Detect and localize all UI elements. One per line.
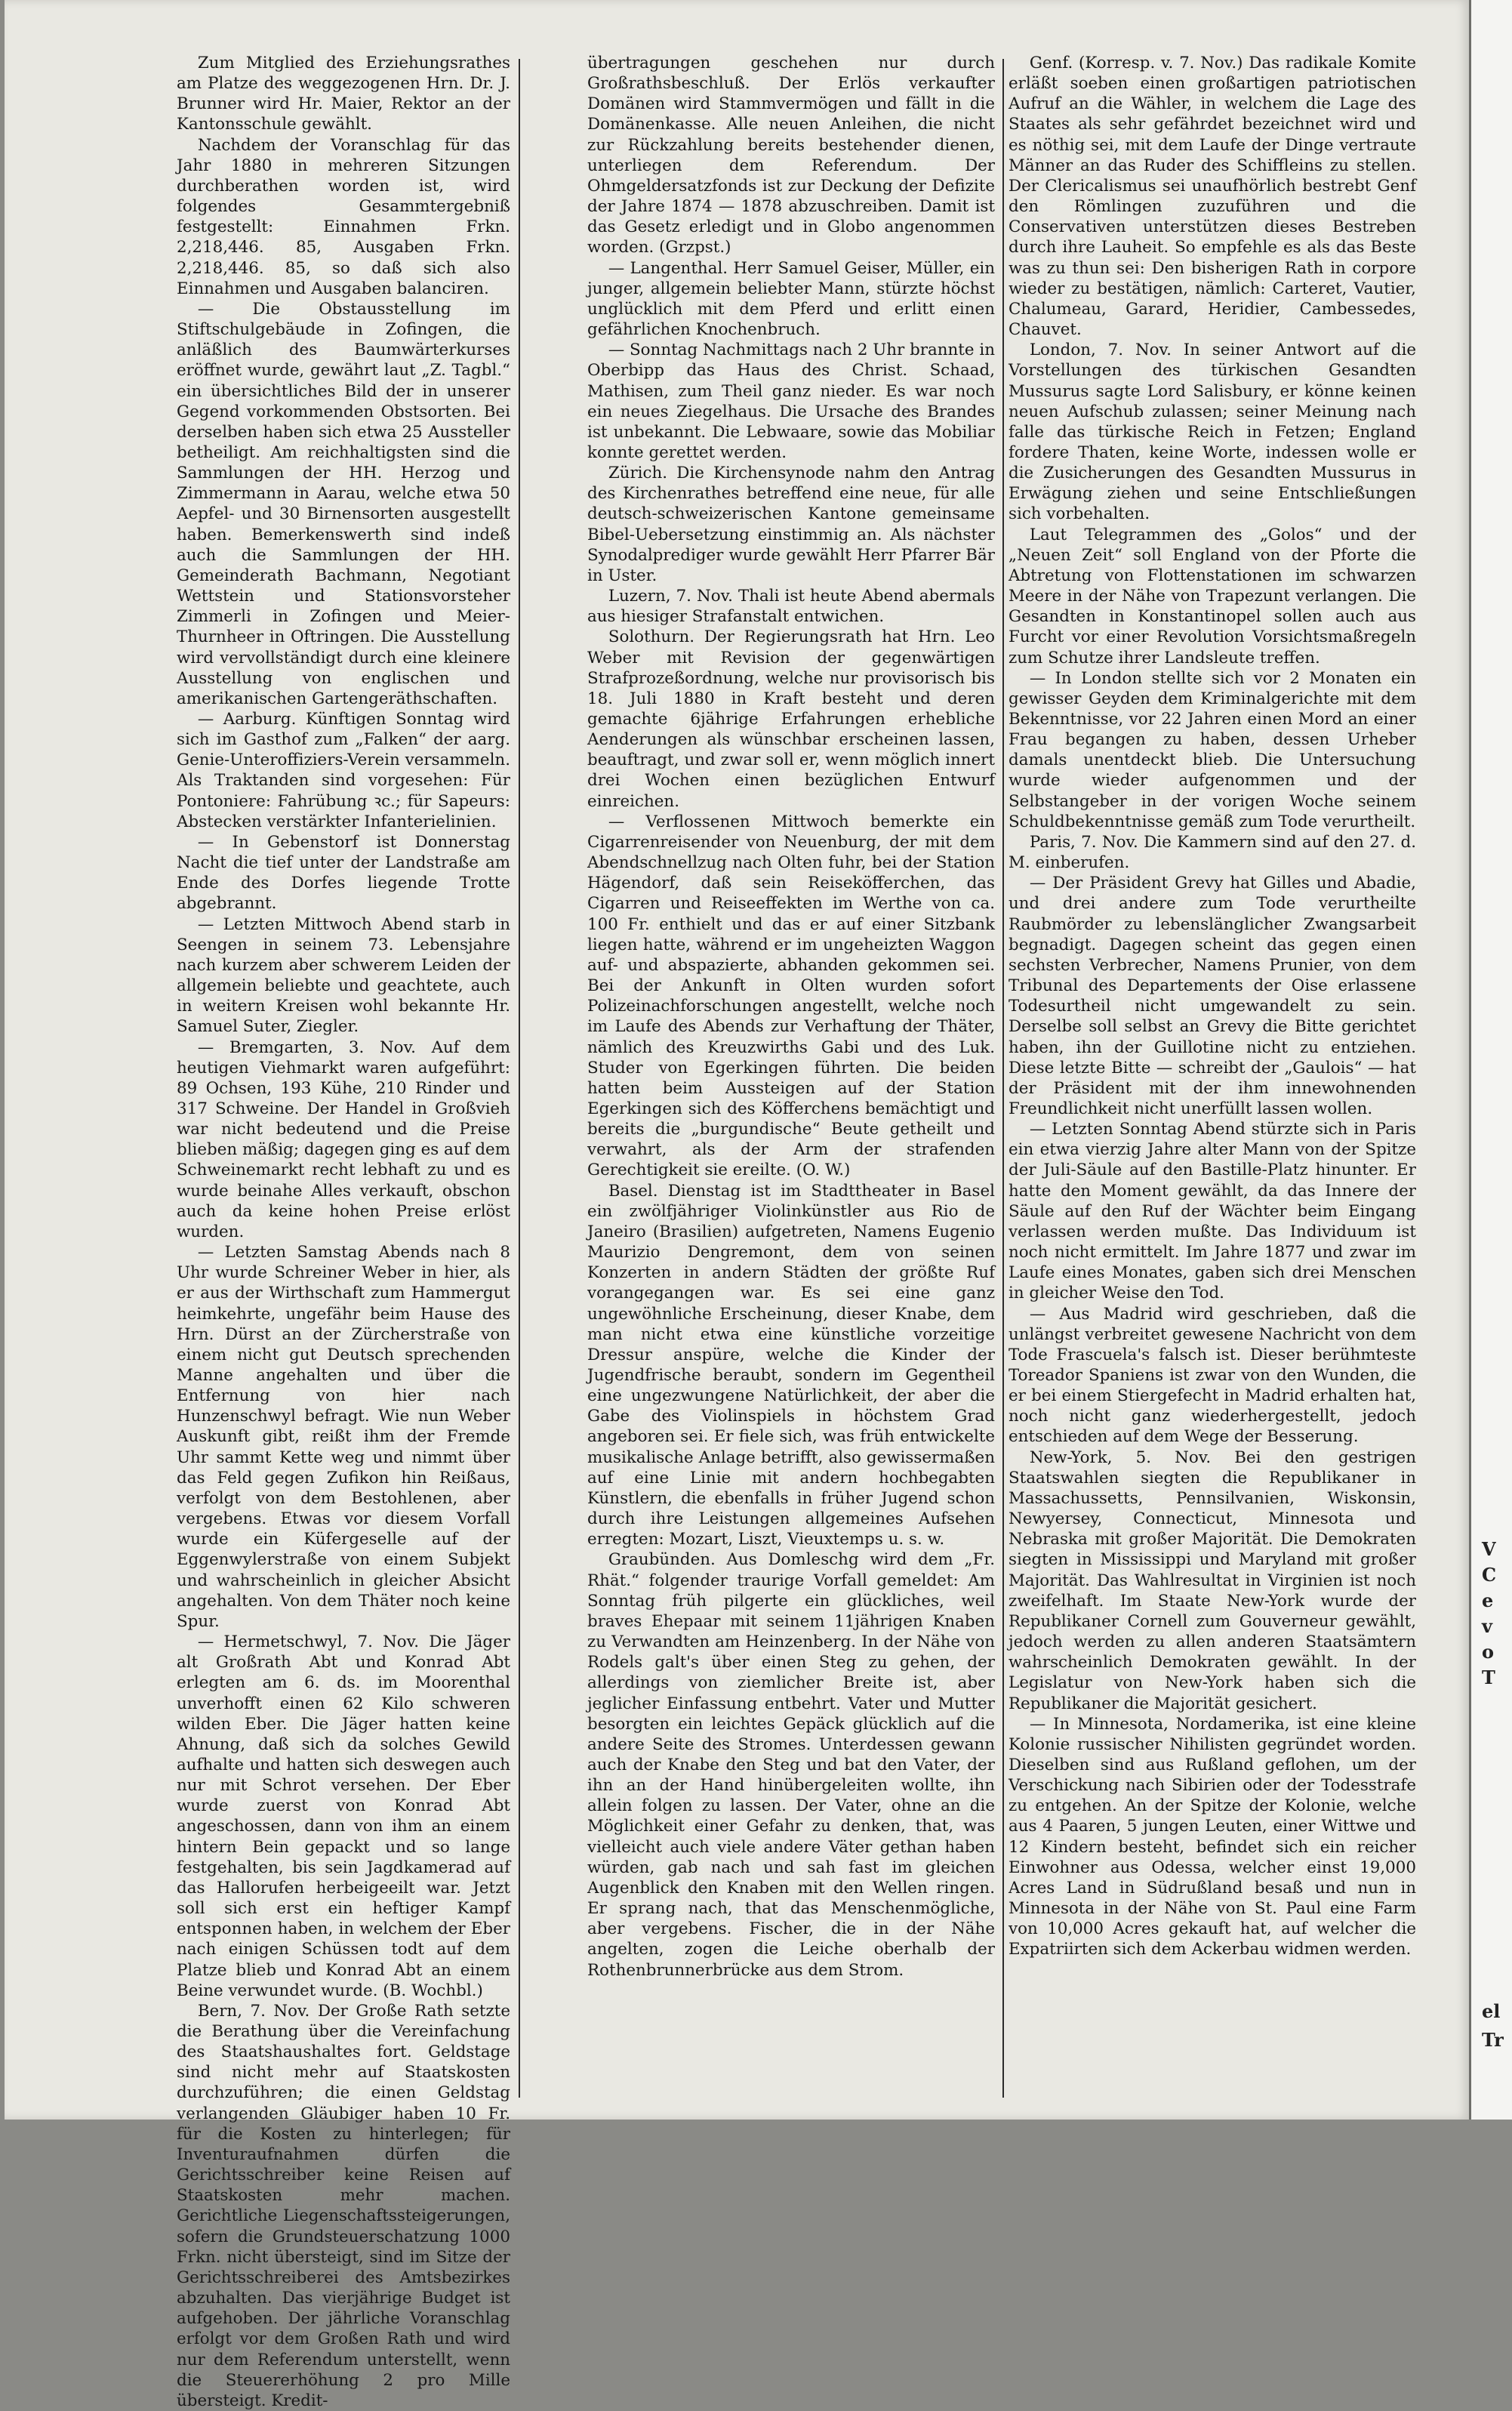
column-rule	[1002, 59, 1004, 2098]
article-paragraph: — Letzten Mittwoch Abend starb in Seengen in seinem 73. Lebensjahre nach kurzem aber schwerem Leiden der allgemein beliebte und geachtete, auch in weitern Kreisen wohl bekannte Hr. Samuel Suter, Ziegler.	[177, 914, 510, 1037]
article-paragraph: — In Gebenstorf ist Donnerstag Nacht die tief unter der Landstraße am Ende des Dorfes liegende Trotte abgebrannt.	[177, 832, 510, 914]
edge-fragment: T	[1482, 1666, 1495, 1688]
article-paragraph: — Der Präsident Grevy hat Gilles und Abadie, und drei andere zum Tode verurtheilte Raubmörder zu lebenslänglicher Zwangsarbeit begnadigt. Dagegen scheint das gegen einen sechsten Verbrecher, Namens Prunier, von dem Tribunal des Departements der Oise erlassene Todesurtheil nicht umgewandelt zu sein. Derselbe soll selbst an Grevy die Bitte gerichtet haben, ihn der Guillotine nicht zu entziehen. Diese letzte Bitte — schreibt der „Gaulois“ — hat der Präsident mit der ihm innewohnenden Freundlichkeit nicht unerfüllt lassen wollen.	[1009, 874, 1416, 1118]
article-paragraph: Graubünden. Aus Domleschg wird dem „Fr. Rhät.“ folgender traurige Vorfall gemeldet: Am Sonntag früh pilgerte ein glückliches, weil braves Ehepaar mit seinem 11jährigen Knaben zu Verwandten am Heinzenberg. In der Nähe von Rodels galt's über einen Steg zu gehen, der allerdings von ziemlicher Breite ist, aber jeglicher Einfassung entbehrt. Vater und Mutter besorgten ein leichtes Gepäck glücklich auf die andere Seite des Stromes. Unterdessen gewann auch der Knabe den Steg und bat den Vater, der ihn an der Hand hinübergeleiten wollte, ihn allein folgen zu lassen. Der Vater, ohne an die Möglichkeit einer Gefahr zu denken, that, was vielleicht auch viele andere Väter gethan haben würden, gab nach und sah fast im gleichen Augenblick den Knaben mit den Wellen ringen. Er sprang nach, that das Menschenmögliche, aber vergebens. Fischer, die in der Nähe angelten, zogen die Leiche oberhalb der Rothenbrunnerbrücke aus dem Strom.	[587, 1550, 995, 1980]
edge-fragment: el	[1482, 2000, 1501, 2022]
article-paragraph: Nachdem der Voranschlag für das Jahr 1880 in mehreren Sitzungen durchberathen worden ist, wird folgendes Gesammtergebniß festgestellt: Einnahmen Frkn. 2,218,446. 85, Ausgaben Frkn. 2,218,446. 85, so daß sich also Einnahmen und Ausgaben balanciren.	[177, 135, 510, 298]
column-middle	[587, 53, 995, 2114]
article-paragraph: Laut Telegrammen des „Golos“ und der „Neuen Zeit“ soll England von der Pforte die Abtretung von Flottenstationen im schwarzen Meere in der Nähe von Trapezunt verlangen. Die Gesandten in Konstantinopel sollen auch aus Furcht vor einer Revolution Vorsichtsmaßregeln zum Schutze ihrer Landsleute treffen.	[1009, 525, 1416, 667]
article-paragraph: — In London stellte sich vor 2 Monaten ein gewisser Geyden dem Kriminalgerichte mit dem Bekenntnisse, vor 22 Jahren einen Mord an einer Frau begangen zu haben, dessen Urheber damals unentdeckt blieb. Die Untersuchung wurde wieder aufgenommen und der Selbstangeber in der vorigen Woche seinem Schuldbekenntnisse gemäß zum Tode verurtheilt.	[1009, 668, 1416, 831]
column-right	[1009, 53, 1416, 2114]
edge-fragment: v	[1482, 1615, 1492, 1637]
article-paragraph: Solothurn. Der Regierungsrath hat Hrn. Leo Weber mit Revision der gegenwärtigen Strafprozeßordnung, welche nur provisorisch bis 18. Juli 1880 in Kraft besteht und deren gemachte 6jährige Erfahrungen erhebliche Aenderungen als wünschbar erscheinen lassen, beauftragt, und zwar soll er, wenn möglich innert drei Wochen einen bezüglichen Entwurf einreichen.	[587, 627, 995, 811]
article-paragraph: — Sonntag Nachmittags nach 2 Uhr brannte in Oberbipp das Haus des Christ. Schaad, Mathisen, zum Theil ganz nieder. Es war noch ein neues Ziegelhaus. Die Ursache des Brandes ist unbekannt. Die Lebwaare, sowie das Mobiliar konnte gerettet werden.	[587, 341, 995, 462]
column-rule	[519, 59, 520, 2098]
edge-fragment: e	[1482, 1589, 1494, 1611]
article-paragraph: — Letzten Sonntag Abend stürzte sich in Paris ein etwa vierzig Jahre alter Mann von der Spitze der Juli-Säule auf den Bastille-Platz hinunter. Er hatte den Moment gewählt, da das Innere der Säule auf den Ruf der Wächter beim Eingang verlassen werden mußte. Das Individuum ist noch nicht ermittelt. Im Jahre 1877 und zwar im Laufe eines Monates, gaben sich drei Menschen in gleicher Weise den Tod.	[1009, 1120, 1416, 1303]
article-paragraph: London, 7. Nov. In seiner Antwort auf die Vorstellungen des türkischen Gesandten Mussurus sagte Lord Salisbury, er könne keinen neuen Aufschub zulassen; seiner Meinung nach falle das türkische Reich in Fetzen; England fordere Thaten, keine Worte, indessen wolle er die Zusicherungen des Gesandten Mussurus in Erwägung ziehen und seine Entschließungen sich vorbehalten.	[1009, 341, 1416, 524]
article-paragraph: Basel. Dienstag ist im Stadttheater in Basel ein zwölfjähriger Violinkünstler aus Rio de Janeiro (Brasilien) aufgetreten, Namens Eugenio Maurizio Dengremont, dem von seinen Konzerten in andern Städten der größte Ruf vorangegangen war. Es sei eine ganz ungewöhnliche Erscheinung, dieser Knabe, dem man nicht etwa eine künstliche vorzeitige Dressur anspüre, welche die Kinder der Jugendfrische beraubt, sondern im Gegentheil eine ungezwungene Natürlichkeit, der aber die Gabe des Violinspiels in höchstem Grad angeboren sei. Er fiele sich, was früh entwickelte musikalische Anlage betrifft, also gewissermaßen auf eine Linie mit andern hochbegabten Künstlern, die ebenfalls in früher Jugend schon durch ihre Leistungen allgemeines Aufsehen erregten: Mozart, Liszt, Vieuxtemps u. s. w.	[587, 1181, 995, 1549]
article-paragraph: — Die Obstausstellung im Stiftschulgebäude in Zofingen, die anläßlich des Baumwärterkurses eröffnet wurde, gewährt laut „Z. Tagbl.“ ein übersichtliches Bild der in unserer Gegend vorkommenden Obstsorten. Bei derselben haben sich etwa 25 Aussteller betheiligt. Am reichhaltigsten sind die Sammlungen der HH. Herzog und Zimmermann in Aarau, welche etwa 50 Aepfel- und 30 Birnensorten ausgestellt haben. Bemerkenswerth sind indeß auch die Sammlungen der HH. Gemeinderath Bachmann, Negotiant Wettstein und Stationsvorsteher Zimmerli in Zofingen und Meier-Thurnheer in Oftringen. Die Ausstellung wird vervollständigt durch eine kleinere Ausstellung von englischen und amerikanischen Gartengeräthschaften.	[177, 299, 510, 708]
article-paragraph: — Verflossenen Mittwoch bemerkte ein Cigarrenreisender von Neuenburg, der mit dem Abendschnellzug nach Olten fuhr, bei der Station Hägendorf, daß sein Reiseköfferchen, das Cigarren und Reiseeffekten im Werthe von ca. 100 Fr. enthielt und das er auf einer Sitzbank liegen hatte, während er im ungeheizten Waggon auf- und abspazierte, abhanden gekommen sei. Bei der Ankunft in Olten wurden sofort Polizeinachforschungen angestellt, welche noch im Laufe des Abends zur Verhaftung der Thäter, nämlich des Kreuzwirths Gabi und des Luk. Studer von Egerkingen führten. Die beiden hatten beim Aussteigen auf der Station Egerkingen sich des Köfferchens bemächtigt und bereits die „burgundische“ Beute getheilt und verwahrt, als der Arm der strafenden Gerechtigkeit sie ereilte. (O. W.)	[587, 812, 995, 1180]
article-paragraph: — Aus Madrid wird geschrieben, daß die unlängst verbreitet gewesene Nachricht von dem Tode Frascuela's falsch ist. Dieser berühmteste Toreador Spaniens ist zwar von den Wunden, die er bei einem Stiergefecht in Madrid erhalten hat, noch nicht ganz wiederhergestellt, jedoch entschieden auf dem Wege der Besserung.	[1009, 1304, 1416, 1447]
edge-fragment: C	[1482, 1564, 1497, 1586]
article-paragraph: — In Minnesota, Nordamerika, ist eine kleine Kolonie russischer Nihilisten gegründet worden. Dieselben sind aus Rußland geflohen, um der Verschickung nach Sibirien oder der Todesstrafe zu entgehen. An der Spitze der Kolonie, welche aus 4 Paaren, 5 jungen Leuten, einer Wittwe und 12 Kindern besteht, befindet sich ein reicher Einwohner aus Odessa, welcher einst 19,000 Acres Land in Südrußland besaß und nun in Minnesota in der Nähe von St. Paul eine Farm von 10,000 Acres gekauft hat, auf welcher die Expatriirten sich dem Ackerbau widmen werden.	[1009, 1714, 1416, 1959]
article-paragraph: — Hermetschwyl, 7. Nov. Die Jäger alt Großrath Abt und Konrad Abt erlegten am 6. ds. im Moorenthal unverhofft einen 62 Kilo schweren wilden Eber. Die Jäger hatten keine Ahnung, daß sich da solches Gewild aufhalte und hatten sich deswegen auch nur mit Schrot versehen. Der Eber wurde zuerst von Konrad Abt angeschossen, dann von ihm an einem hintern Bein gepackt und so lange festgehalten, bis sein Jagdkamerad auf das Hallorufen herbeigeeilt war. Jetzt soll sich erst ein heftiger Kampf entsponnen haben, in welchem der Eber nach einigen Schüssen todt auf dem Platze blieb und Konrad Abt an einem Beine verwundet wurde. (B. Wochbl.)	[177, 1633, 510, 2000]
edge-fragment: V	[1482, 1538, 1496, 1560]
article-paragraph: New-York, 5. Nov. Bei den gestrigen Staatswahlen siegten die Republikaner in Massachussetts, Pennsilvanien, Wiskonsin, Newyersey, Connecticut, Minnesota und Nebraska mit großer Majorität. Die Demokraten siegten in Mississippi und Maryland mit großer Majorität. Das Wahlresultat in Virginien ist noch zweifelhaft. Im Staate New-York wurde der Republikaner Cornell zum Gouverneur gewählt, jedoch werden zu allen anderen Staatsämtern wahrscheinlich Demokraten gewählt. In der Legislatur von New-York haben sich die Republikaner die Majorität gesichert.	[1009, 1448, 1416, 1713]
article-paragraph: — Bremgarten, 3. Nov. Auf dem heutigen Viehmarkt waren aufgeführt: 89 Ochsen, 193 Kühe, 210 Rinder und 317 Schweine. Der Handel in Großvieh war nicht bedeutend und die Preise blieben mäßig; dagegen ging es auf dem Schweinemarkt recht lebhaft zu und es wurde beinahe Alles verkauft, obschon auch da keine hohen Preise erlöst wurden.	[177, 1037, 510, 1241]
article-paragraph: Paris, 7. Nov. Die Kammern sind auf den 27. d. M. einberufen.	[1009, 832, 1416, 873]
edge-fragment: o	[1482, 1641, 1495, 1663]
article-paragraph: Bern, 7. Nov. Der Große Rath setzte die Berathung über die Vereinfachung des Staatshaushaltes fort. Geldstage sind nicht mehr auf Staatskosten durchzuführen; die einen Geldstag verlangenden Gläubiger haben 10 Fr. für die Kosten zu hinterlegen; für Inventuraufnahmen dürfen die Gerichtsschreiber keine Reisen auf Staatskosten mehr machen. Gerichtliche Liegenschaftssteigerungen, sofern die Grundsteuerschatzung 1000 Frkn. nicht übersteigt, sind im Sitze der Gerichtsschreiberei des Amtsbezirkes abzuhalten. Das vierjährige Budget ist aufgehoben. Der jährliche Voranschlag erfolgt vor dem Großen Rath und wird nur dem Referendum unterstellt, wenn die Steuererhöhung 2 pro Mille übersteigt. Kredit-	[177, 2001, 510, 2410]
edge-fragment: Tr	[1482, 2029, 1504, 2051]
article-paragraph: — Aarburg. Künftigen Sonntag wird sich im Gasthof zum „Falken“ der aarg. Genie-Unteroffiziers-Verein versammeln. Als Traktanden sind vorgesehen: Für Pontoniere: Fahrübung ꝛc.; für Sapeurs: Abstecken verstärkter Infanterielinien.	[177, 710, 510, 831]
article-paragraph: Zürich. Die Kirchensynode nahm den Antrag des Kirchenrathes betreffend eine neue, für alle deutsch-schweizerischen Kantone gemeinsame Bibel-Uebersetzung einstimmig an. Als nächster Synodalprediger wurde gewählt Herr Pfarrer Bär in Uster.	[587, 464, 995, 585]
article-paragraph: Zum Mitglied des Erziehungsrathes am Platze des weggezogenen Hrn. Dr. J. Brunner wird Hr. Maier, Rektor an der Kantonsschule gewählt.	[177, 54, 510, 134]
article-paragraph: — Letzten Samstag Abends nach 8 Uhr wurde Schreiner Weber in hier, als er aus der Wirthschaft zum Hammergut heimkehrte, ungefähr beim Hause des Hrn. Dürst an der Zürcherstraße von einem nicht gut Deutsch sprechenden Manne angehalten und über die Entfernung von hier nach Hunzenschwyl befragt. Wie nun Weber Auskunft gibt, reißt ihm der Fremde Uhr sammt Kette weg und nimmt über das Feld gegen Zufikon hin Reißaus, verfolgt von dem Bestohlenen, aber vergebens. Etwas vor diesem Vorfall wurde ein Küfergeselle auf der Eggenwylerstraße von einem Subjekt und wahrscheinlich in gleicher Absicht angehalten. Von dem Thäter noch keine Spur.	[177, 1243, 510, 1631]
article-paragraph: Luzern, 7. Nov. Thali ist heute Abend abermals aus hiesiger Strafanstalt entwichen.	[587, 587, 995, 627]
article-paragraph: Genf. (Korresp. v. 7. Nov.) Das radikale Komite erläßt soeben einen großartigen patriotischen Aufruf an die Wähler, in welchem die Lage des Staates als sehr gefährdet bezeichnet wird und es nöthig sei, mit dem Laufe der Dinge vertraute Männer an das Ruder des Schiffleins zu stellen. Der Clericalismus sei unaufhörlich bestrebt Genf den Römlingen zuzuführen und die Conservativen unterstützen dieses Bestreben durch ihre Lauheit. So empfehle es als das Beste was zu thun sei: Den bisherigen Rath in corpore wieder zu bestätigen, nämlich: Carteret, Vautier, Chalumeau, Garard, Heridier, Cambessedes, Chauvet.	[1009, 54, 1416, 340]
adjacent-page-edge	[1469, 0, 1512, 2120]
column-left	[177, 53, 510, 2410]
article-paragraph: übertragungen geschehen nur durch Großrathsbeschluß. Der Erlös verkaufter Domänen wird Stammvermögen und fällt in die Domänenkasse. Alle neuen Anleihen, die nicht zur Rückzahlung bereits bestehender dienen, unterliegen dem Referendum. Der Ohmgeldersatzfonds ist zur Deckung der Defizite der Jahre 1874 — 1878 abzuschreiben. Damit ist das Gesetz erledigt und in Globo angenommen worden. (Grzpst.)	[587, 54, 995, 257]
newspaper-page	[5, 0, 1469, 2410]
article-paragraph: — Langenthal. Herr Samuel Geiser, Müller, ein junger, allgemein beliebter Mann, stürzte höchst unglücklich mit dem Pferd und erlitt einen gefährlichen Knochenbruch.	[587, 258, 995, 340]
